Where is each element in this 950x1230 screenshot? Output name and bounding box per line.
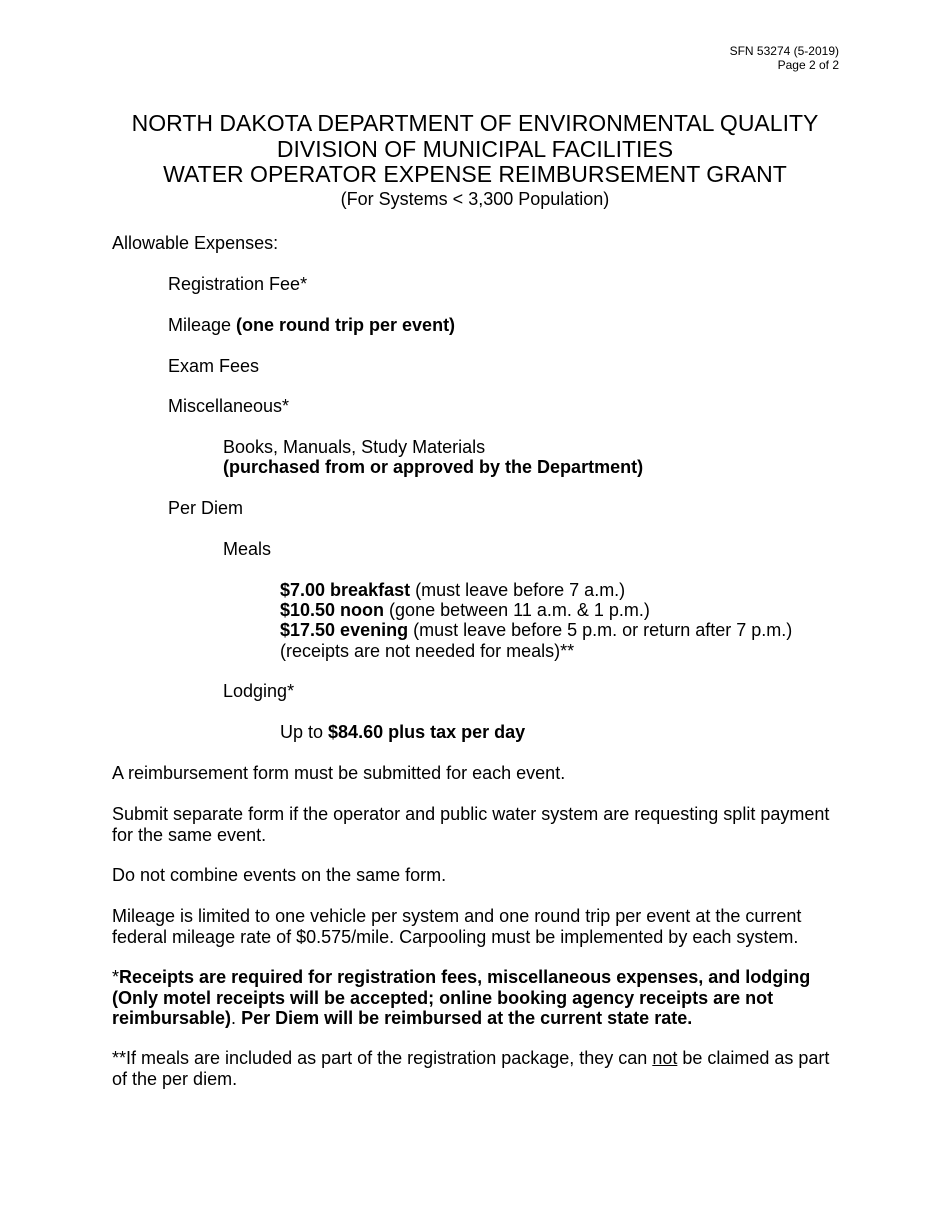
lodging-amount: $84.60 plus tax per day: [328, 722, 526, 742]
expense-mileage: [168, 315, 455, 336]
lodging-rate: [280, 722, 525, 743]
form-identifier: [730, 44, 839, 72]
evening-amount: $17.50 evening: [280, 620, 409, 640]
per-diem-rate-text: Per Diem will be reimbursed at the current state rate.: [241, 1008, 693, 1028]
note-mileage-limit: Mileage is limited to one vehicle per system and one round trip per event at the current federal mileage rate of $0.575/mile. Carpooling must be implemented by each system.: [112, 906, 802, 947]
breakfast-note: (must leave before 7 a.m.): [410, 580, 626, 600]
noon-note: (gone between 11 a.m. & 1 p.m.): [384, 600, 650, 620]
meals-receipt-note: (receipts are not needed for meals)**: [280, 641, 575, 661]
expense-registration-fee: Registration Fee*: [168, 274, 308, 294]
meals-note-start: **If meals are included as part of the registration package, they can: [112, 1048, 653, 1068]
note-combine-events: Do not combine events on the same form.: [112, 865, 447, 885]
note-receipts-required: [112, 967, 842, 1029]
form-number: SFN 53274 (5-2019): [729, 44, 839, 58]
evening-note: (must leave before 5 p.m. or return after 7 p.m.): [408, 620, 793, 640]
receipts-separator: .: [231, 1008, 242, 1028]
misc-items: Books, Manuals, Study Materials: [223, 437, 486, 457]
page-number: Page 2 of 2: [777, 58, 839, 72]
meals-note-end: be claimed as part of the per diem.: [112, 1048, 830, 1089]
lodging-prefix: Up to: [280, 722, 329, 742]
misc-note: (purchased from or approved by the Department): [223, 457, 644, 477]
note-split-payment: Submit separate form if the operator and public water system are requesting split payment for the same event.: [112, 804, 830, 845]
receipts-text: Receipts are required for registration fees, miscellaneous expenses, and lodging (Only motel receipts will be accepted; online booking agency receipts are not reimbursable): [112, 967, 811, 1028]
meal-noon: [280, 600, 650, 621]
title-line-grant: WATER OPERATOR EXPENSE REIMBURSEMENT GRANT: [163, 161, 787, 187]
breakfast-amount: $7.00 breakfast: [280, 580, 411, 600]
mileage-label: Mileage: [168, 315, 237, 335]
meals-note-not: not: [652, 1048, 678, 1068]
meal-evening: [280, 620, 792, 641]
expense-per-diem: Per Diem: [168, 498, 244, 518]
receipts-asterisk: *: [112, 967, 120, 987]
per-diem-lodging: Lodging*: [223, 681, 295, 701]
allowable-expenses-heading: Allowable Expenses:: [112, 233, 279, 253]
title-line-department: NORTH DAKOTA DEPARTMENT OF ENVIRONMENTAL QUALITY: [131, 110, 819, 136]
per-diem-meals: Meals: [223, 539, 272, 559]
expense-exam-fees: Exam Fees: [168, 356, 260, 376]
noon-amount: $10.50 noon: [280, 600, 385, 620]
mileage-note: (one round trip per event): [236, 315, 456, 335]
expense-miscellaneous: Miscellaneous*: [168, 396, 290, 416]
title-line-division: DIVISION OF MUNICIPAL FACILITIES: [276, 135, 674, 162]
meal-breakfast: [280, 580, 625, 601]
note-reimbursement-form: A reimbursement form must be submitted for each event.: [112, 763, 566, 783]
note-meals-included: [112, 1048, 832, 1089]
document-title: [0, 111, 950, 210]
title-subtitle: (For Systems < 3,300 Population): [340, 188, 610, 209]
